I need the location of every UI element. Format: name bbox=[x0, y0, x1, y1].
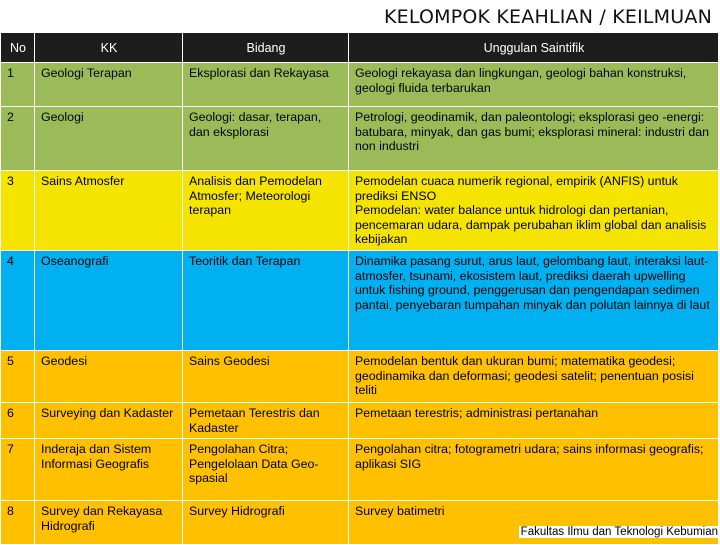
cell-no: 2 bbox=[1, 107, 35, 171]
table-body bbox=[1, 63, 719, 545]
cell-bidang: Pemetaan Terestris dan Kadaster bbox=[183, 403, 349, 439]
cell-no: 3 bbox=[1, 171, 35, 251]
cell-bidang: Analisis dan Pemodelan Atmosfer; Meteorologi terapan bbox=[183, 171, 349, 251]
cell-no: 6 bbox=[1, 403, 35, 439]
cell-no: 1 bbox=[1, 63, 35, 107]
header-kk: KK bbox=[35, 33, 183, 63]
cell-bidang: Sains Geodesi bbox=[183, 351, 349, 403]
cell-kk: Geologi Terapan bbox=[35, 63, 183, 107]
cell-unggulan: Survey batimetri bbox=[349, 501, 719, 545]
slide-title: KELOMPOK KEAHLIAN / KEILMUAN bbox=[383, 6, 712, 28]
table-row bbox=[1, 107, 719, 171]
cell-kk: Surveying dan Kadaster bbox=[35, 403, 183, 439]
cell-kk: Geodesi bbox=[35, 351, 183, 403]
cell-line: Pemodelan: water balance untuk hidrologi dan pertanian, pencemaran udara, dampak perubahan iklim global dan analisis kebijakan bbox=[355, 203, 707, 247]
table-row bbox=[1, 63, 719, 107]
expertise-table bbox=[0, 32, 719, 545]
table-row bbox=[1, 439, 719, 501]
cell-bidang: Pengolahan Citra; Pengelolaan Data Geo-spasial bbox=[183, 439, 349, 501]
cell-no: 5 bbox=[1, 351, 35, 403]
cell-unggulan: Pemetaan terestris; administrasi pertanahan bbox=[349, 403, 719, 439]
cell-no: 8 bbox=[1, 501, 35, 545]
cell-bidang: Eksplorasi dan Rekayasa bbox=[183, 63, 349, 107]
header-no: No bbox=[1, 33, 35, 63]
cell-kk: Sains Atmosfer bbox=[35, 171, 183, 251]
header-unggulan: Unggulan Saintifik bbox=[349, 33, 719, 63]
cell-unggulan: Geologi rekayasa dan lingkungan, geologi bahan konstruksi, geologi fluida terbarukan bbox=[349, 63, 719, 107]
cell-no: 4 bbox=[1, 251, 35, 351]
cell-kk: Inderaja dan Sistem Informasi Geografis bbox=[35, 439, 183, 501]
cell-bidang: Survey Hidrografi bbox=[183, 501, 349, 545]
cell-line: Pemodelan cuaca numerik regional, empirik (ANFIS) untuk prediksi ENSO bbox=[355, 174, 678, 203]
cell-bidang: Teoritik dan Terapan bbox=[183, 251, 349, 351]
cell-unggulan: Dinamika pasang surut, arus laut, gelombang laut, interaksi laut-atmosfer, tsunami, ekosistem laut, prediksi daerah upwelling untuk fishing ground, penggerusan dan pengendapan sedimen pantai, penyebaran tumpahan minyak dan polutan lainnya di laut bbox=[349, 251, 719, 351]
table-row bbox=[1, 171, 719, 251]
header-bidang: Bidang bbox=[183, 33, 349, 63]
cell-unggulan: Pemodelan bentuk dan ukuran bumi; matematika geodesi; geodinamika dan deformasi; geodesi satelit; penentuan posisi teliti bbox=[349, 351, 719, 403]
table-row bbox=[1, 251, 719, 351]
cell-no: 7 bbox=[1, 439, 35, 501]
cell-unggulan: Petrologi, geodinamik, dan paleontologi; eksplorasi geo -energi: batubara, minyak, dan gas bumi; eksplorasi mineral: industri dan non industri bbox=[349, 107, 719, 171]
cell-kk: Survey dan Rekayasa Hidrografi bbox=[35, 501, 183, 545]
table-row bbox=[1, 403, 719, 439]
cell-kk: Geologi bbox=[35, 107, 183, 171]
footer-faculty: Fakultas Ilmu dan Teknologi Kebumian bbox=[520, 526, 718, 538]
cell-unggulan bbox=[349, 171, 719, 251]
table-header-row bbox=[1, 33, 719, 63]
cell-bidang: Geologi: dasar, terapan, dan eksplorasi bbox=[183, 107, 349, 171]
table-row bbox=[1, 351, 719, 403]
cell-unggulan: Pengolahan citra; fotogrametri udara; sains informasi geografis; aplikasi SIG bbox=[349, 439, 719, 501]
cell-kk: Oseanografi bbox=[35, 251, 183, 351]
